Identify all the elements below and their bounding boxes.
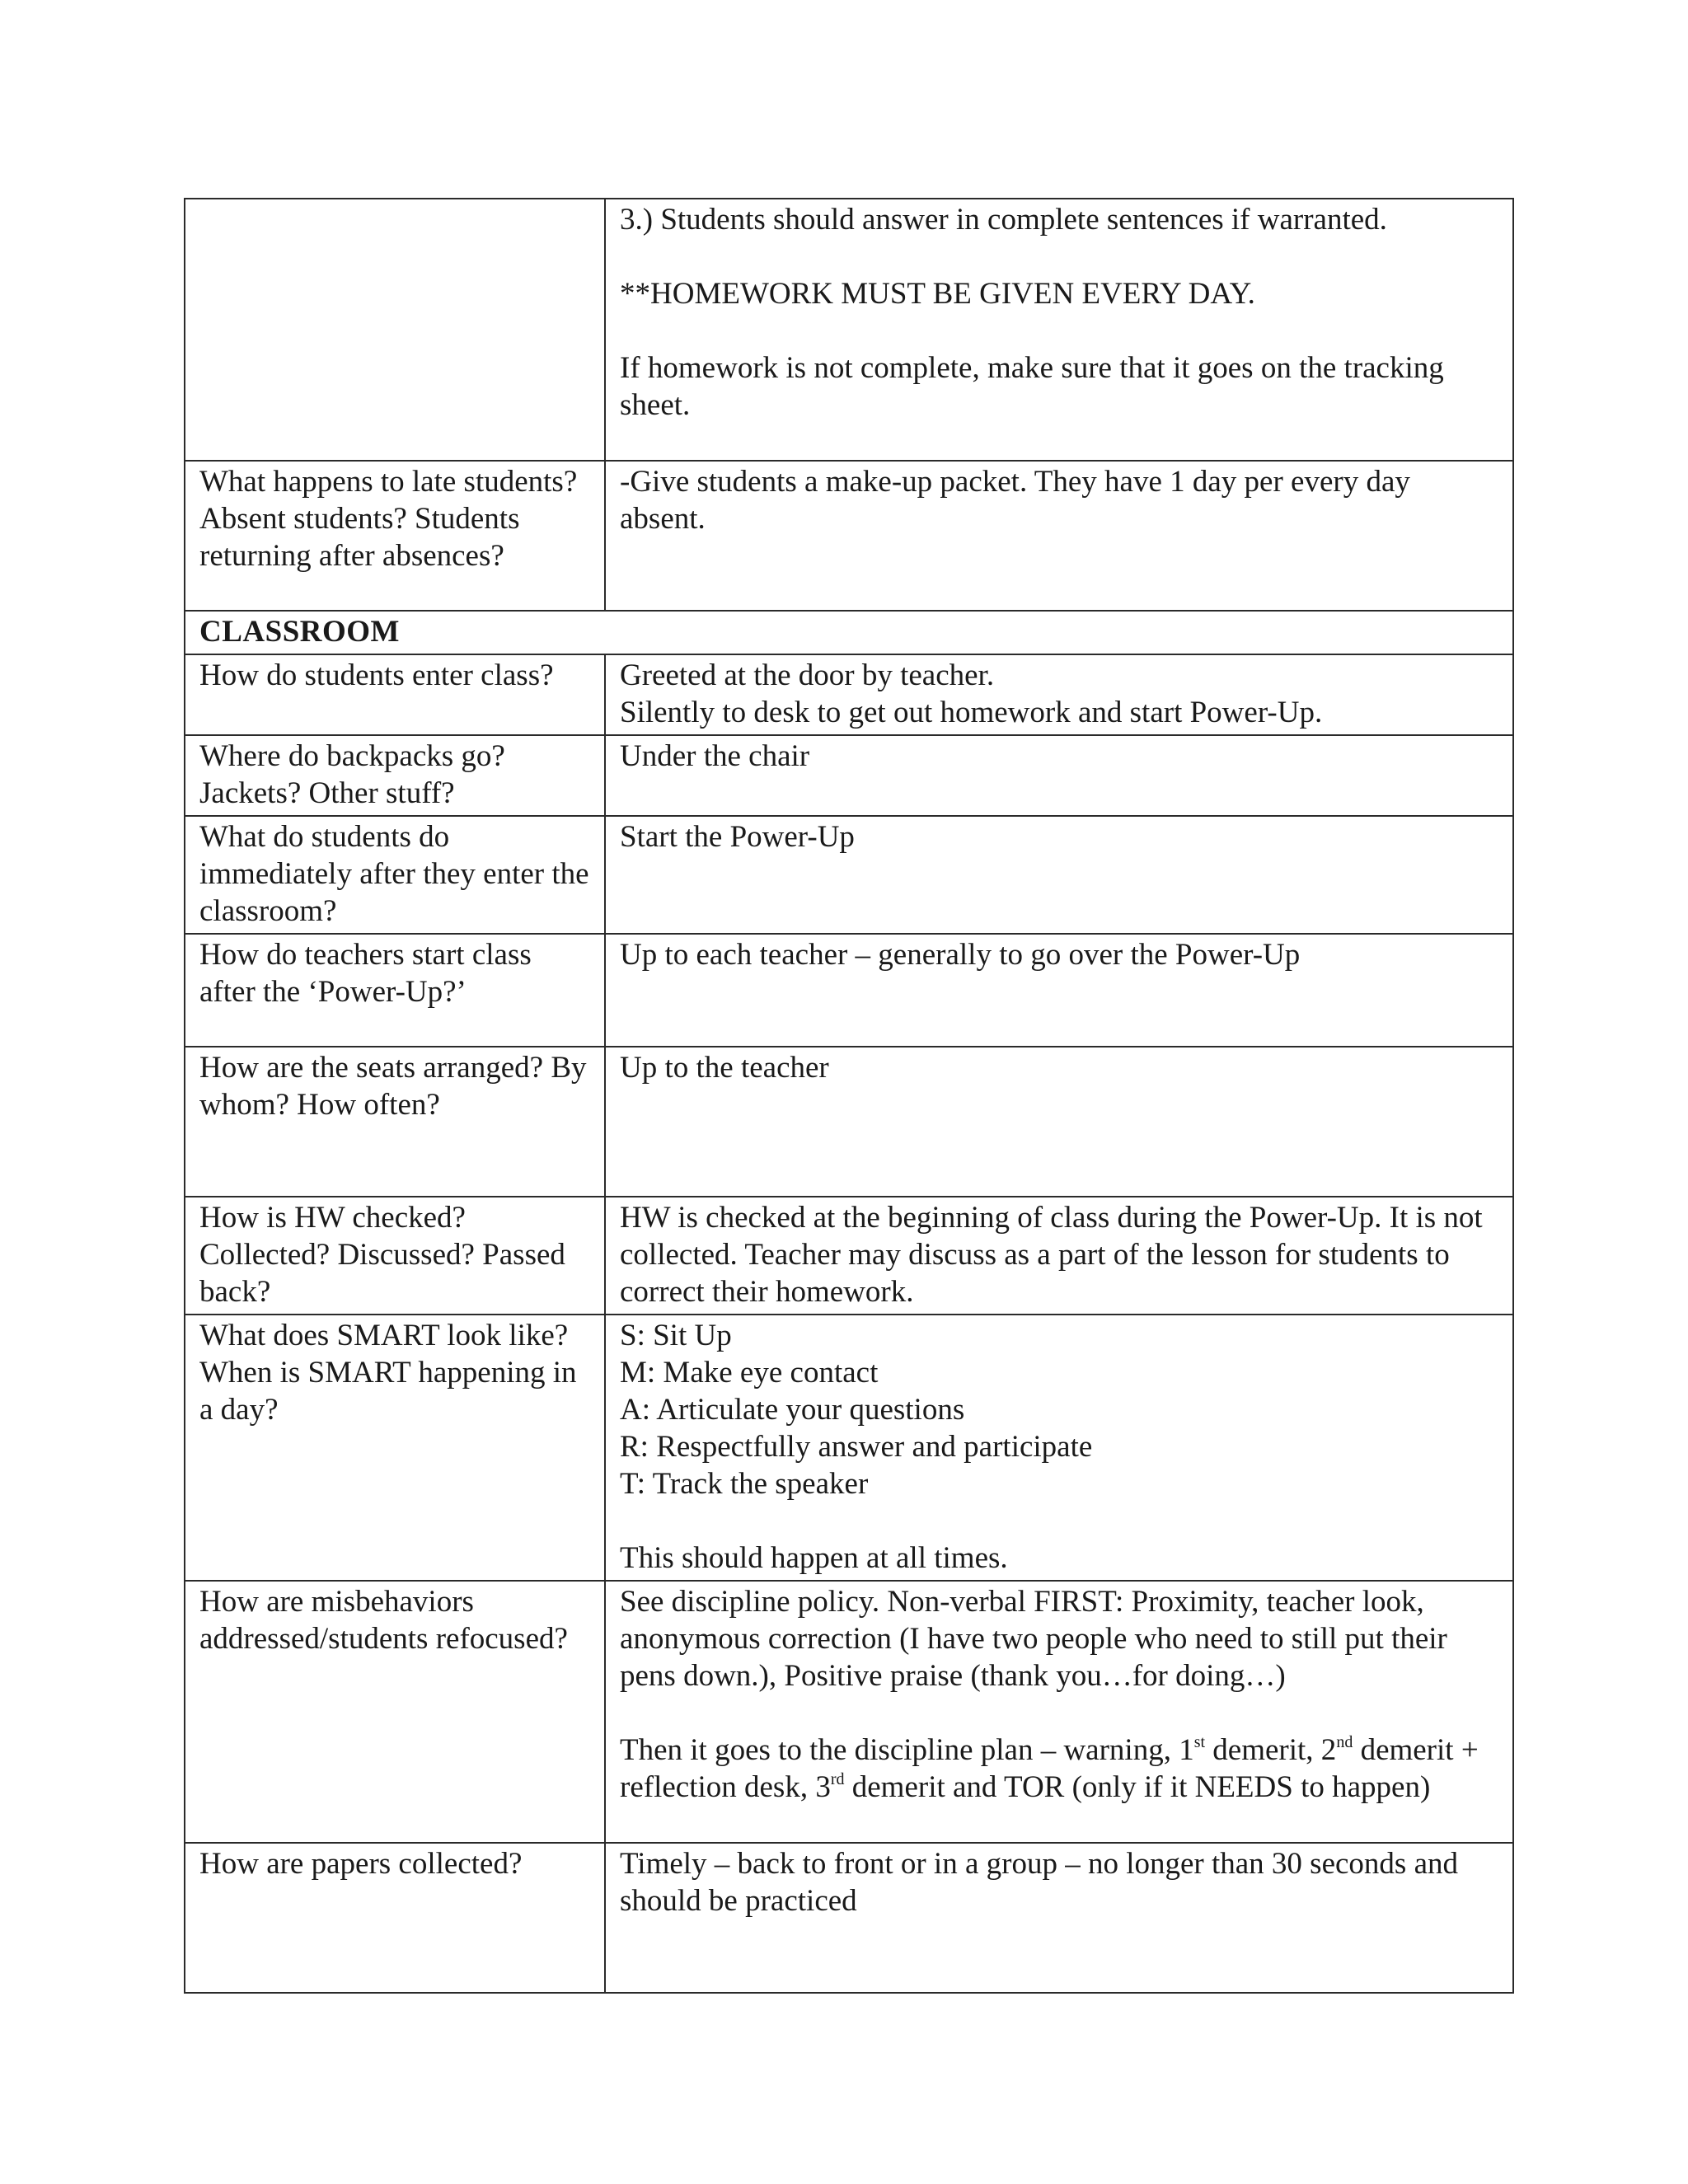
question-cell: What happens to late students? Absent students? Students returning after absences? [185,461,605,611]
text-run: demerit + reflection desk, 3 [620,1733,1479,1804]
question-cell: How do teachers start class after the ‘Power-Up?’ [185,934,605,1047]
answer-paragraph [620,1732,1499,1806]
question-cell: How is HW checked? Collected? Discussed? Passed back? [185,1197,605,1315]
answer-cell [605,1315,1513,1581]
answer-cell: Under the chair [605,735,1513,816]
question-cell: How are papers collected? [185,1843,605,1993]
table-row [185,1315,1513,1581]
answer-cell: -Give students a make-up packet. They have 1 day per every day absent. [605,461,1513,611]
answer-line: Silently to desk to get out homework and start Power-Up. [620,696,1323,729]
table-row [185,1047,1513,1197]
ordinal-suffix: nd [1336,1733,1353,1751]
smart-line: S: Sit Up [620,1319,732,1352]
answer-cell [605,199,1513,461]
question-cell: Where do backpacks go? Jackets? Other stuff? [185,735,605,816]
table-row [185,199,1513,461]
table-row [185,1581,1513,1843]
answer-cell: Start the Power-Up [605,816,1513,934]
section-header-row [185,611,1513,654]
section-title: CLASSROOM [185,611,1513,654]
smart-line: R: Respectfully answer and participate [620,1430,1093,1464]
answer-line: This should happen at all times. [620,1541,1008,1575]
answer-line: Greeted at the door by teacher. [620,658,995,692]
answer-cell: HW is checked at the beginning of class during the Power-Up. It is not collected. Teacher may discuss as a part of the lesson for students to correct their homework. [605,1197,1513,1315]
answer-line: If homework is not complete, make sure that it goes on the tracking sheet. [620,351,1444,422]
answer-cell: Up to each teacher – generally to go over the Power-Up [605,934,1513,1047]
table-row [185,816,1513,934]
answer-cell [605,1581,1513,1843]
answer-paragraph: See discipline policy. Non-verbal FIRST: Proximity, teacher look, anonymous correction (I have two people who need to still put their pens down.), Positive praise (thank you…for doing…) [620,1585,1447,1693]
table-row [185,654,1513,735]
question-cell: What does SMART look like? When is SMART happening in a day? [185,1315,605,1581]
text-run: demerit, 2 [1205,1733,1337,1767]
question-cell: How are the seats arranged? By whom? How often? [185,1047,605,1197]
answer-cell [605,654,1513,735]
table-row [185,1197,1513,1315]
homework-notice: **HOMEWORK MUST BE GIVEN EVERY DAY. [620,277,1255,311]
question-cell: How are misbehaviors addressed/students refocused? [185,1581,605,1843]
ordinal-suffix: rd [830,1770,845,1788]
table-row [185,735,1513,816]
procedures-table [184,198,1514,1994]
answer-cell: Up to the teacher [605,1047,1513,1197]
question-cell: What do students do immediately after they enter the classroom? [185,816,605,934]
table-row [185,934,1513,1047]
ordinal-suffix: st [1193,1733,1206,1751]
question-cell: How do students enter class? [185,654,605,735]
answer-line: 3.) Students should answer in complete sentences if warranted. [620,203,1387,237]
text-run: demerit and TOR (only if it NEEDS to happen) [844,1770,1431,1804]
text-run: Then it goes to the discipline plan – warning, 1 [620,1733,1194,1767]
smart-line: A: Articulate your questions [620,1393,965,1427]
question-cell [185,199,605,461]
answer-cell: Timely – back to front or in a group – no longer than 30 seconds and should be practiced [605,1843,1513,1993]
table-row [185,1843,1513,1993]
smart-line: T: Track the speaker [620,1467,869,1501]
smart-line: M: Make eye contact [620,1356,879,1390]
table-row [185,461,1513,611]
